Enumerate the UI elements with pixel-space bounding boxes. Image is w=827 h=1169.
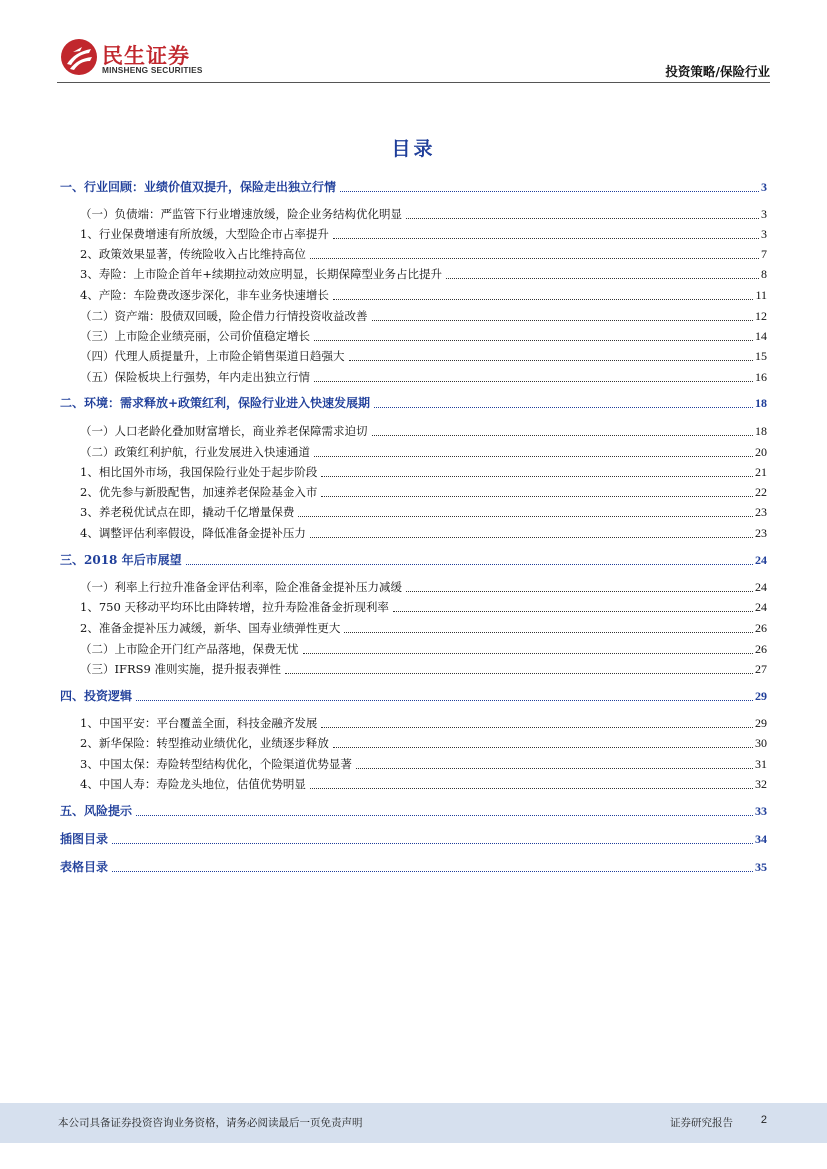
toc-entry[interactable] — [80, 619, 767, 636]
toc-entry-title: 五、风险提示 — [60, 804, 133, 818]
toc-entry[interactable] — [80, 463, 767, 480]
toc-entry-title: （一）人口老龄化叠加财富增长，商业养老保障需求迫切 — [80, 424, 368, 438]
header-divider — [57, 82, 770, 83]
toc-entry-page: 29 — [755, 716, 767, 730]
toc-entry-page: 15 — [755, 349, 767, 363]
toc-dot-leader — [314, 381, 753, 382]
toc-entry-title: 2、准备金提补压力减缓，新华、国寿业绩弹性更大 — [80, 621, 341, 635]
toc-entry-title: （一）利率上行拉升准备金评估利率，险企准备金提补压力减缓 — [80, 580, 402, 594]
toc-entry-title: 4、调整评估利率假设，降低准备金提补压力 — [80, 526, 306, 540]
toc-entry-title: （二）政策红利护航，行业发展进入快速通道 — [80, 445, 310, 459]
toc-entry-page: 3 — [761, 207, 767, 221]
toc-dot-leader — [314, 456, 753, 457]
toc-entry-title: （二）资产端：股债双回暖，险企借力行情投资收益改善 — [80, 309, 368, 323]
toc-entry-title: （五）保险板块上行强势，年内走出独立行情 — [80, 370, 310, 384]
toc-entry-title: （三）IFRS9 准则实施，提升报表弹性 — [80, 662, 282, 676]
toc-entry[interactable] — [80, 245, 767, 262]
toc-entry[interactable] — [80, 503, 767, 520]
toc-entry-page: 27 — [755, 662, 767, 676]
minsheng-emblem-icon — [60, 38, 98, 76]
toc-entry-page: 18 — [755, 424, 767, 438]
minsheng-logo — [60, 38, 210, 78]
toc-entry[interactable] — [60, 858, 767, 875]
toc-entry[interactable] — [80, 660, 767, 677]
toc-entry[interactable] — [60, 178, 767, 195]
toc-entry-page: 31 — [755, 757, 767, 771]
toc-entry-title: 3、中国太保：寿险转型结构优化，个险渠道优势显著 — [80, 757, 352, 771]
toc-entry-title: （二）上市险企开门红产品落地，保费无忧 — [80, 642, 299, 656]
toc-dot-leader — [333, 747, 753, 748]
toc-entry[interactable] — [80, 578, 767, 595]
logo-english-name: MINSHENG SECURITIES — [102, 65, 203, 75]
toc-entry-page: 16 — [755, 370, 767, 384]
toc-entry[interactable] — [60, 687, 767, 704]
toc-entry-title: 3、养老税优试点在即，撬动千亿增量保费 — [80, 505, 295, 519]
toc-dot-leader — [446, 278, 759, 279]
toc-dot-leader — [298, 516, 753, 517]
toc-entry-page: 3 — [761, 180, 767, 194]
footer-page-number: 2 — [760, 1114, 767, 1126]
toc-entry[interactable] — [60, 551, 767, 568]
toc-entry[interactable] — [80, 368, 767, 385]
toc-entry[interactable] — [80, 755, 767, 772]
toc-entry[interactable] — [80, 422, 767, 439]
toc-entry-title: 2、优先参与新股配售，加速养老保险基金入市 — [80, 485, 318, 499]
toc-title: 目录 — [391, 138, 436, 160]
toc-entry-page: 3 — [761, 227, 767, 241]
page-footer — [0, 1103, 827, 1143]
toc-entry-title: 四、投资逻辑 — [60, 689, 133, 703]
toc-dot-leader — [321, 727, 753, 728]
toc-entry[interactable] — [80, 734, 767, 751]
toc-entry-page: 26 — [755, 621, 767, 635]
toc-entry-title: 2、政策效果显著，传统险收入占比维持高位 — [80, 247, 306, 261]
toc-entry-title: 一、行业回顾：业绩价值双提升，保险走出独立行情 — [60, 180, 337, 194]
toc-entry-title: 1、行业保费增速有所放缓，大型险企市占率提升 — [80, 227, 329, 241]
toc-entry-page: 32 — [755, 777, 767, 791]
toc-entry-page: 33 — [755, 804, 767, 818]
toc-entry[interactable] — [80, 225, 767, 242]
toc-entry-page: 20 — [755, 445, 767, 459]
toc-dot-leader — [310, 537, 753, 538]
toc-entry-page: 7 — [761, 247, 767, 261]
toc-dot-leader — [374, 407, 753, 408]
toc-entry[interactable] — [80, 524, 767, 541]
toc-entry-page: 12 — [755, 309, 767, 323]
toc-entry[interactable] — [80, 205, 767, 222]
toc-dot-leader — [372, 320, 754, 321]
toc-dot-leader — [136, 815, 753, 816]
toc-entry-page: 11 — [755, 288, 767, 302]
toc-entry-title: （三）上市险企业绩亮丽，公司价值稳定增长 — [80, 329, 310, 343]
toc-entry[interactable] — [60, 394, 767, 411]
toc-dot-leader — [285, 673, 753, 674]
toc-entry-title: 1、750 天移动平均环比由降转增，拉升寿险准备金折现利率 — [80, 600, 389, 614]
toc-entry[interactable] — [80, 265, 767, 282]
toc-entry-title: （一）负债端：严监管下行业增速放缓，险企业务结构优化明显 — [80, 207, 402, 221]
toc-entry-page: 24 — [755, 580, 767, 594]
toc-dot-leader — [406, 218, 759, 219]
toc-entry[interactable] — [60, 830, 767, 847]
toc-dot-leader — [333, 238, 759, 239]
toc-entry-page: 14 — [755, 329, 767, 343]
toc-dot-leader — [340, 191, 759, 192]
toc-entry[interactable] — [80, 714, 767, 731]
toc-dot-leader — [333, 299, 754, 300]
toc-entry-page: 22 — [755, 485, 767, 499]
toc-entry[interactable] — [80, 598, 767, 615]
toc-entry-title: 1、相比国外市场，我国保险行业处于起步阶段 — [80, 465, 318, 479]
toc-entry[interactable] — [80, 286, 767, 303]
page-header — [0, 0, 827, 90]
toc-entry-page: 29 — [755, 689, 767, 703]
footer-report-type: 证券研究报告 — [670, 1117, 733, 1129]
toc-dot-leader — [406, 591, 753, 592]
toc-entry[interactable] — [60, 802, 767, 819]
toc-entry-page: 24 — [755, 553, 767, 567]
toc-entry[interactable] — [80, 307, 767, 324]
toc-entry-page: 18 — [755, 396, 767, 410]
toc-entry[interactable] — [80, 327, 767, 344]
toc-dot-leader — [321, 496, 753, 497]
toc-dot-leader — [349, 360, 754, 361]
toc-entry-page: 21 — [755, 465, 767, 479]
toc-entry[interactable] — [80, 640, 767, 657]
toc-dot-leader — [310, 788, 753, 789]
toc-entry-title: 二、环境：需求释放+政策红利，保险行业进入快速发展期 — [60, 396, 371, 410]
toc-dot-leader — [356, 768, 753, 769]
logo-chinese-name: 民生证券 — [102, 44, 190, 68]
toc-entry[interactable] — [80, 483, 767, 500]
toc-dot-leader — [186, 564, 753, 565]
toc-dot-leader — [310, 258, 759, 259]
toc-entry[interactable] — [80, 347, 767, 364]
toc-entry-title: 三、2018 年后市展望 — [60, 553, 182, 567]
toc-dot-leader — [136, 700, 753, 701]
toc-dot-leader — [321, 476, 753, 477]
toc-entry-title: （四）代理人质提量升，上市险企销售渠道日趋强大 — [80, 349, 345, 363]
toc-entry-page: 8 — [761, 267, 767, 281]
report-category: 投资策略/保险行业 — [665, 64, 770, 79]
toc-entry-page: 23 — [755, 505, 767, 519]
toc-entry-page: 30 — [755, 736, 767, 750]
toc-dot-leader — [393, 611, 753, 612]
toc-dot-leader — [112, 871, 753, 872]
toc-entry-title: 4、产险：车险费改逐步深化，非车业务快速增长 — [80, 288, 329, 302]
toc-entry[interactable] — [80, 443, 767, 460]
toc-entry-page: 35 — [755, 860, 767, 874]
toc-entry-page: 23 — [755, 526, 767, 540]
toc-entry[interactable] — [80, 775, 767, 792]
toc-entry-page: 26 — [755, 642, 767, 656]
toc-dot-leader — [112, 843, 753, 844]
toc-dot-leader — [344, 632, 753, 633]
toc-entry-title: 3、寿险：上市险企首年+续期拉动效应明显，长期保障型业务占比提升 — [80, 267, 442, 281]
footer-disclaimer: 本公司具备证券投资咨询业务资格，请务必阅读最后一页免责声明 — [58, 1117, 363, 1129]
toc-entry-title: 表格目录 — [60, 860, 109, 874]
toc-entry-title: 4、中国人寿：寿险龙头地位，估值优势明显 — [80, 777, 306, 791]
toc-dot-leader — [314, 340, 753, 341]
toc-entry-page: 24 — [755, 600, 767, 614]
toc-dot-leader — [372, 435, 754, 436]
toc-entry-page: 34 — [755, 832, 767, 846]
toc-entry-title: 2、新华保险：转型推动业绩优化，业绩逐步释放 — [80, 736, 329, 750]
toc-entry-title: 1、中国平安：平台覆盖全面，科技金融齐发展 — [80, 716, 318, 730]
toc-entry-title: 插图目录 — [60, 832, 109, 846]
toc-dot-leader — [303, 653, 754, 654]
